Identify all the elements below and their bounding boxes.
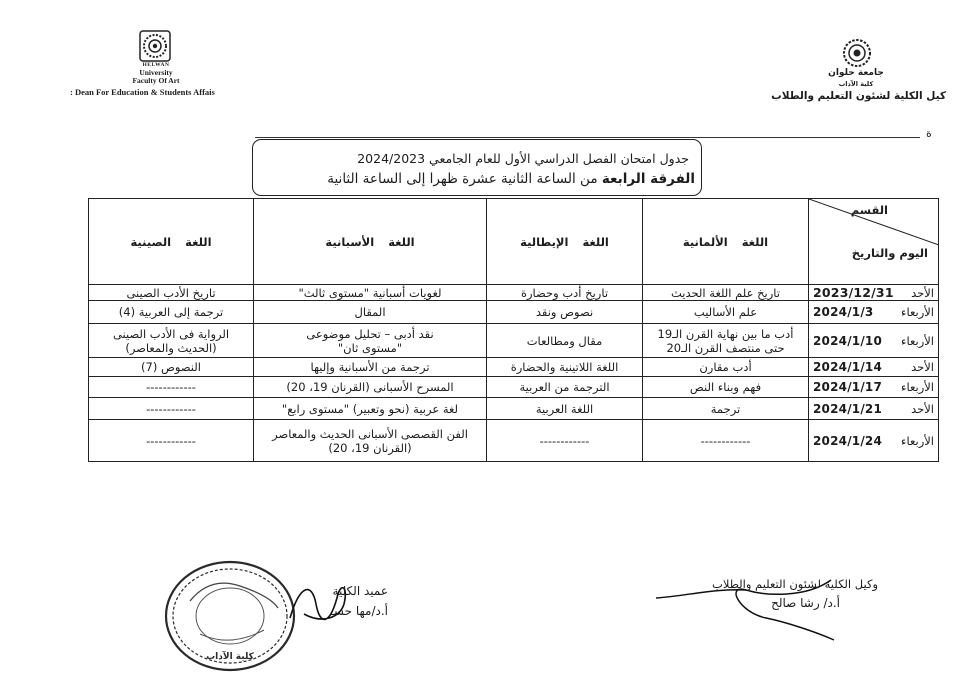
date-label: 2024/1/14 bbox=[813, 360, 883, 374]
german-exam-cell bbox=[643, 301, 809, 324]
dean-title: عميد الكلية bbox=[332, 584, 388, 598]
italian-exam-cell bbox=[487, 398, 643, 420]
chinese-exam-cell bbox=[89, 285, 254, 301]
date-label: 2024/1/10 bbox=[813, 333, 883, 348]
day-label: الأربعاء bbox=[901, 305, 934, 319]
exam-subject: تاريخ الأدب الصينى bbox=[126, 285, 216, 300]
italian-exam-cell bbox=[487, 301, 643, 324]
table-row bbox=[89, 358, 939, 377]
grade-level: الفرقة الرابعة bbox=[601, 171, 695, 187]
margin-mark: ة bbox=[926, 127, 932, 140]
day-label: الأربعاء bbox=[901, 333, 934, 348]
empty-slot-dashes: ------------ bbox=[146, 433, 196, 448]
exam-subject-line: الفن القصصى الأسبانى الحديث والمعاصر bbox=[272, 426, 468, 441]
column-header-german: اللغة الألمانية bbox=[643, 199, 809, 285]
column-header-chinese: اللغة الصينية bbox=[89, 199, 254, 285]
day-date-label: اليوم والتاريخ bbox=[851, 246, 928, 260]
german-exam-cell bbox=[643, 324, 809, 358]
exam-subject: المسرح الأسبانى (القرنان 19، 20) bbox=[286, 380, 454, 394]
helwan-university-logo-icon bbox=[138, 29, 172, 63]
exam-subject: النصوص (7) bbox=[141, 360, 201, 374]
empty-slot-dashes: ------------ bbox=[539, 433, 590, 448]
date-label: 2024/1/17 bbox=[813, 380, 883, 394]
spanish-exam-cell bbox=[254, 285, 487, 301]
exam-subject-line: الرواية فى الأدب الصينى bbox=[112, 326, 230, 341]
exam-schedule-table bbox=[88, 198, 939, 462]
german-exam-cell bbox=[643, 285, 809, 301]
vice-dean-title: وكيل الكلية لشئون التعليم والطلاب bbox=[712, 577, 878, 591]
german-exam-cell bbox=[643, 398, 809, 420]
date-label: 2024/1/24 bbox=[813, 433, 883, 448]
exam-subject: تاريخ أدب وحضارة bbox=[520, 285, 609, 300]
exam-subject: نصوص ونقد bbox=[535, 305, 594, 319]
table-row bbox=[89, 377, 939, 398]
chinese-exam-cell bbox=[89, 398, 254, 420]
top-divider bbox=[255, 137, 920, 138]
exam-subject: المقال bbox=[354, 305, 386, 319]
day-label: الأحد bbox=[911, 285, 934, 300]
chinese-exam-cell bbox=[89, 324, 254, 358]
table-row bbox=[89, 285, 939, 301]
exam-subject: لغة عربية (نحو وتعبير) "مستوى رابع" bbox=[281, 401, 459, 416]
schedule-title: جدول امتحان الفصل الدراسي الأول للعام الجامعي 2024/2023 bbox=[357, 151, 689, 166]
exam-subject-line: (القرنان 19، 20) bbox=[328, 440, 412, 455]
faculty-stamp bbox=[160, 556, 300, 674]
title-box bbox=[252, 139, 702, 196]
exam-subject: ترجمة من الأسبانية وإليها bbox=[310, 360, 430, 374]
exam-subject: علم الأساليب bbox=[693, 305, 758, 319]
day-label: الأربعاء bbox=[901, 433, 934, 448]
office-name-en: : Dean For Education & Students Affais bbox=[70, 87, 215, 97]
university-name-ar: جامعة حلوان bbox=[828, 68, 884, 78]
day-label: الأحد bbox=[911, 401, 934, 416]
day-date-cell bbox=[809, 398, 939, 420]
dean-name: أ.د/مها حسـ bbox=[330, 604, 388, 618]
spanish-exam-cell bbox=[254, 398, 487, 420]
column-header-italian: اللغة الإيطالية bbox=[487, 199, 643, 285]
exam-subject: لغويات أسبانية "مستوى ثالث" bbox=[298, 285, 442, 300]
date-label: 2023/12/31 bbox=[813, 284, 894, 300]
spanish-exam-cell bbox=[254, 301, 487, 324]
schedule-subtitle bbox=[327, 171, 695, 187]
day-date-cell bbox=[809, 420, 939, 462]
department-label: القسم bbox=[850, 203, 888, 217]
exam-subject: تاريخ علم اللغة الحديث bbox=[670, 285, 781, 300]
spanish-exam-cell bbox=[254, 377, 487, 398]
exam-subject: الترجمة من العربية bbox=[519, 380, 610, 394]
italian-exam-cell bbox=[487, 324, 643, 358]
date-label: 2024/1/3 bbox=[813, 305, 874, 319]
empty-slot-dashes: ------------ bbox=[146, 380, 196, 394]
exam-subject: فهم وبناء النص bbox=[689, 380, 762, 394]
empty-slot-dashes: ------------ bbox=[146, 401, 196, 416]
faculty-name-ar: كلية الآداب bbox=[838, 80, 874, 88]
spanish-exam-cell bbox=[254, 324, 487, 358]
exam-subject: اللغة العربية bbox=[535, 401, 594, 416]
italian-exam-cell bbox=[487, 285, 643, 301]
table-header-row bbox=[89, 199, 939, 285]
day-date-cell bbox=[809, 285, 939, 301]
table-row bbox=[89, 324, 939, 358]
italian-exam-cell bbox=[487, 420, 643, 462]
german-exam-cell bbox=[643, 358, 809, 377]
exam-subject-line: نقد أدبى – تحليل موضوعى bbox=[306, 326, 434, 341]
exam-subject: اللغة اللاتينية والحضارة bbox=[510, 360, 619, 374]
table-row bbox=[89, 420, 939, 462]
chinese-exam-cell bbox=[89, 358, 254, 377]
exam-subject: أدب مقارن bbox=[699, 360, 752, 374]
date-label: 2024/1/21 bbox=[813, 401, 883, 416]
empty-slot-dashes: ------------ bbox=[700, 433, 751, 448]
day-label: الأحد bbox=[911, 360, 934, 374]
exam-subject-line: حتى منتصف القرن الـ20 bbox=[666, 340, 785, 355]
chinese-exam-cell bbox=[89, 420, 254, 462]
day-label: الأربعاء bbox=[901, 380, 934, 394]
column-header-spanish: اللغة الأسبانية bbox=[254, 199, 487, 285]
vice-dean-name: أ.د/ رشا صالح bbox=[771, 596, 840, 610]
stamp-text: كلية الآداب bbox=[206, 652, 254, 662]
german-exam-cell bbox=[643, 420, 809, 462]
chinese-exam-cell bbox=[89, 377, 254, 398]
day-date-cell bbox=[809, 301, 939, 324]
university-name-en: University bbox=[139, 68, 173, 77]
italian-exam-cell bbox=[487, 377, 643, 398]
italian-exam-cell bbox=[487, 358, 643, 377]
day-date-cell bbox=[809, 358, 939, 377]
faculty-of-arts-logo-icon bbox=[840, 37, 874, 69]
table-row bbox=[89, 398, 939, 420]
faculty-name-en: Faculty Of Art bbox=[132, 76, 180, 85]
table-row bbox=[89, 301, 939, 324]
exam-subject: مقال ومطالعات bbox=[526, 333, 603, 348]
exam-subject-line: "مستوى ثان" bbox=[337, 340, 403, 355]
exam-subject: ترجمة إلى العربية (4) bbox=[118, 305, 224, 319]
exam-time: من الساعة الثانية عشرة ظهرا إلى الساعة الثانية bbox=[327, 171, 602, 187]
exam-subject-line: (الحديث والمعاصر) bbox=[125, 340, 217, 355]
logo-caption: HELWAN bbox=[142, 62, 170, 68]
corner-header-cell bbox=[809, 199, 939, 285]
day-date-cell bbox=[809, 324, 939, 358]
day-date-cell bbox=[809, 377, 939, 398]
spanish-exam-cell bbox=[254, 358, 487, 377]
chinese-exam-cell bbox=[89, 301, 254, 324]
office-name-ar: كيل الكلية لشئون التعليم والطلاب bbox=[771, 90, 946, 102]
exam-subject: ترجمة bbox=[710, 401, 741, 416]
spanish-exam-cell bbox=[254, 420, 487, 462]
exam-subject-line: أدب ما بين نهاية القرن الـ19 bbox=[657, 326, 794, 341]
german-exam-cell bbox=[643, 377, 809, 398]
